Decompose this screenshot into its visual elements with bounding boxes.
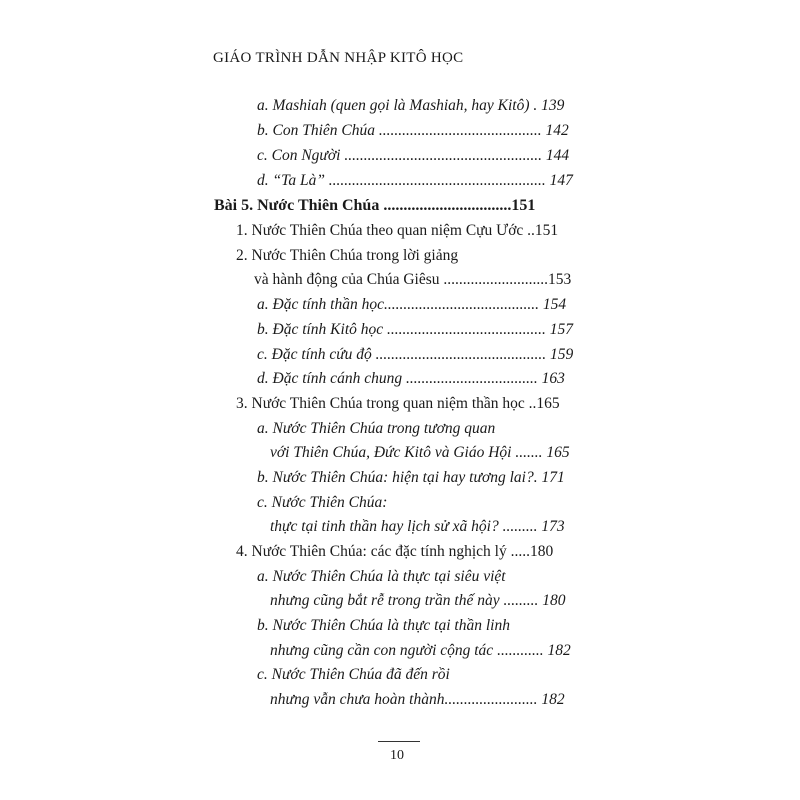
toc-entry: b. Con Thiên Chúa .......................................... 142 — [257, 122, 569, 139]
toc-entry: 4. Nước Thiên Chúa: các đặc tính nghịch lý .....180 — [236, 543, 554, 560]
toc-entry: thực tại tinh thần hay lịch sử xã hội? ......... 173 — [270, 518, 565, 535]
toc-entry: a. Mashiah (quen gọi là Mashiah, hay Kitô) . 139 — [257, 97, 565, 114]
toc-chapter: Bài 5. Nước Thiên Chúa ................................151 — [214, 197, 536, 214]
toc-entry: a. Nước Thiên Chúa trong tương quan — [257, 420, 496, 437]
footer-rule — [378, 741, 420, 742]
page-number: 10 — [390, 748, 404, 763]
toc-entry: c. Đặc tính cứu độ ............................................ 159 — [257, 346, 574, 363]
toc-entry: b. Đặc tính Kitô học ......................................... 157 — [257, 321, 574, 338]
toc-entry: và hành động của Chúa Giêsu ...........................153 — [254, 271, 572, 288]
toc-entry: với Thiên Chúa, Đức Kitô và Giáo Hội ....... 165 — [270, 444, 570, 461]
toc-entry: nhưng cũng bắt rễ trong trần thế này ......... 180 — [270, 592, 566, 609]
toc-entry: d. Đặc tính cánh chung .................................. 163 — [257, 370, 565, 387]
toc-entry: a. Đặc tính thần học........................................ 154 — [257, 296, 567, 313]
toc-entry: d. “Ta Là” ........................................................ 147 — [257, 172, 573, 189]
toc-entry: 3. Nước Thiên Chúa trong quan niệm thần học ..165 — [236, 395, 560, 412]
toc-entry: 1. Nước Thiên Chúa theo quan niệm Cựu Ước ..151 — [236, 222, 559, 239]
toc-entry: c. Nước Thiên Chúa đã đến rồi — [257, 666, 450, 683]
toc-entry: a. Nước Thiên Chúa là thực tại siêu việt — [257, 568, 506, 585]
running-header: GIÁO TRÌNH DẪN NHẬP KITÔ HỌC — [213, 50, 464, 66]
toc-entry: nhưng vẫn chưa hoàn thành........................ 182 — [270, 691, 565, 708]
toc-entry: b. Nước Thiên Chúa: hiện tại hay tương lai?. 171 — [257, 469, 565, 486]
toc-entry: c. Nước Thiên Chúa: — [257, 494, 388, 511]
toc-entry: nhưng cũng cần con người cộng tác ............ 182 — [270, 642, 571, 659]
toc-entry: c. Con Người ................................................... 144 — [257, 147, 570, 164]
toc-entry: b. Nước Thiên Chúa là thực tại thần linh — [257, 617, 510, 634]
toc-entry: 2. Nước Thiên Chúa trong lời giảng — [236, 247, 459, 264]
